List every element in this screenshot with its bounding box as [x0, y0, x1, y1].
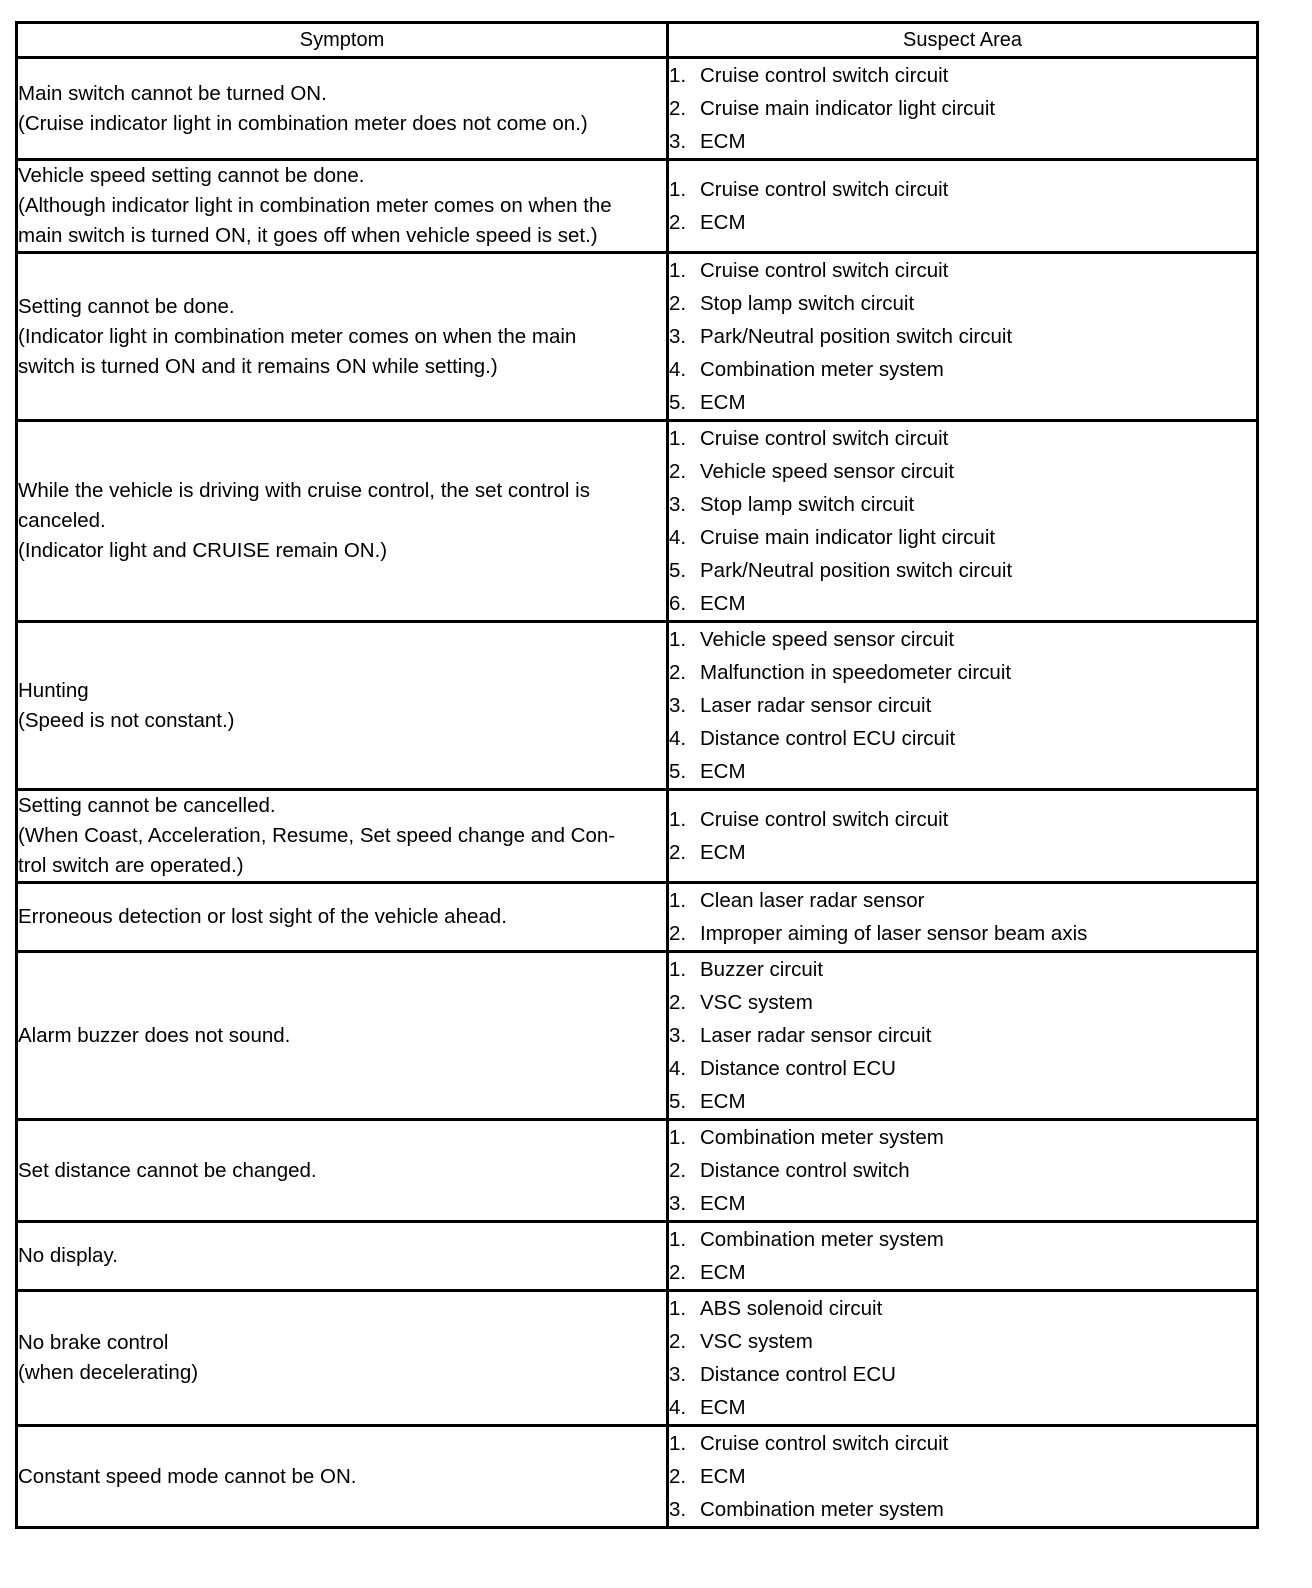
suspect-item-text: Laser radar sensor circuit [700, 1024, 932, 1047]
suspect-item-text: ECM [700, 1192, 746, 1215]
symptom-cell [17, 790, 668, 883]
suspect-item [669, 803, 1256, 836]
suspect-item-text: Clean laser radar sensor [700, 889, 925, 912]
suspect-item-text: Cruise main indicator light circuit [700, 526, 996, 549]
suspect-area-cell [668, 622, 1258, 790]
table-row [17, 1120, 1258, 1222]
symptom-text: Setting cannot be done. [18, 294, 235, 318]
suspect-item-number: 6. [669, 592, 687, 615]
suspect-item-number: 2. [669, 661, 687, 684]
symptom-text: main switch is turned ON, it goes off when vehicle speed is set.) [18, 224, 598, 247]
suspect-item [669, 554, 1256, 587]
suspect-item-text: ECM [700, 592, 746, 615]
suspect-item-text: Combination meter system [700, 1126, 944, 1149]
suspect-item-text: ECM [700, 1261, 746, 1284]
symptom-text: (when decelerating) [18, 1361, 199, 1384]
suspect-item-number: 2. [669, 1330, 687, 1353]
suspect-list [669, 1292, 1256, 1424]
suspect-item-text: Distance control switch [700, 1159, 910, 1182]
suspect-area-cell [668, 1120, 1258, 1222]
suspect-item-number: 4. [669, 727, 687, 750]
suspect-list [669, 173, 1256, 239]
table-row [17, 1222, 1258, 1291]
suspect-item [669, 1358, 1256, 1391]
suspect-list [669, 803, 1256, 869]
suspect-item-number: 1. [669, 259, 687, 282]
troubleshooting-table [15, 21, 1259, 1529]
suspect-item [669, 1154, 1256, 1187]
suspect-item-text: ECM [700, 1465, 746, 1488]
suspect-item [669, 1493, 1256, 1526]
suspect-item [669, 1256, 1256, 1289]
symptom-cell [17, 1222, 668, 1291]
table-row [17, 58, 1258, 160]
suspect-item [669, 836, 1256, 869]
symptom-text: (When Coast, Acceleration, Resume, Set speed change and Con- [18, 824, 616, 847]
symptom-column-header: Symptom [17, 23, 668, 58]
symptom-cell [17, 952, 668, 1120]
suspect-item-number: 1. [669, 808, 687, 831]
suspect-item-text: Malfunction in speedometer circuit [700, 661, 1012, 684]
suspect-list [669, 1427, 1256, 1526]
symptom-text: (Speed is not constant.) [18, 708, 235, 732]
suspect-item [669, 1325, 1256, 1358]
symptom-cell [17, 160, 668, 253]
suspect-item-number: 4. [669, 1057, 687, 1080]
suspect-list [669, 422, 1256, 620]
suspect-item [669, 488, 1256, 521]
suspect-item-number: 2. [669, 460, 687, 483]
suspect-item [669, 1460, 1256, 1493]
suspect-item [669, 884, 1256, 917]
suspect-area-cell [668, 160, 1258, 253]
suspect-item [669, 59, 1256, 92]
suspect-item-text: Park/Neutral position switch circuit [700, 325, 1013, 348]
suspect-item-number: 5. [669, 760, 687, 783]
suspect-item-number: 1. [669, 628, 687, 651]
symptom-text: canceled. [18, 509, 106, 532]
suspect-item-text: ECM [700, 760, 746, 783]
suspect-item-number: 2. [669, 1465, 687, 1488]
symptom-cell [17, 622, 668, 790]
header-row [17, 23, 1258, 58]
table-row [17, 253, 1258, 421]
suspect-item [669, 953, 1256, 986]
suspect-item-text: ECM [700, 211, 746, 234]
symptom-text: trol switch are operated.) [18, 854, 244, 877]
suspect-item-number: 4. [669, 1396, 687, 1419]
table-row [17, 790, 1258, 883]
suspect-item-text: Cruise control switch circuit [700, 427, 949, 450]
suspect-item [669, 173, 1256, 206]
symptom-cell [17, 253, 668, 421]
symptom-text: While the vehicle is driving with cruise control, the set control is [18, 479, 590, 502]
suspect-item-number: 2. [669, 1159, 687, 1182]
symptom-text: Vehicle speed setting cannot be done. [18, 164, 365, 187]
suspect-area-cell [668, 1222, 1258, 1291]
suspect-list [669, 623, 1256, 788]
suspect-item-number: 2. [669, 292, 687, 315]
symptom-text: No brake control [18, 1331, 169, 1354]
symptom-text: switch is turned ON and it remains ON while setting.) [18, 354, 498, 378]
suspect-item [669, 689, 1256, 722]
symptom-cell [17, 883, 668, 952]
suspect-item [669, 755, 1256, 788]
suspect-item [669, 1427, 1256, 1460]
suspect-item-text: Combination meter system [700, 1228, 944, 1251]
symptom-text: (Cruise indicator light in combination meter does not come on.) [18, 111, 588, 135]
suspect-area-cell [668, 790, 1258, 883]
table-row [17, 421, 1258, 622]
suspect-item [669, 353, 1256, 386]
suspect-item-number: 1. [669, 1432, 687, 1455]
suspect-item [669, 254, 1256, 287]
suspect-item-number: 2. [669, 1261, 687, 1284]
suspect-item [669, 587, 1256, 620]
suspect-area-column-header: Suspect Area [668, 23, 1258, 58]
symptom-text: (Indicator light and CRUISE remain ON.) [18, 539, 388, 562]
suspect-item [669, 917, 1256, 950]
suspect-item-text: Cruise control switch circuit [700, 808, 949, 831]
suspect-item-text: Buzzer circuit [700, 958, 824, 981]
symptom-text: Set distance cannot be changed. [18, 1158, 317, 1182]
suspect-item-number: 4. [669, 358, 687, 381]
suspect-item [669, 92, 1256, 125]
suspect-item-number: 1. [669, 64, 687, 87]
suspect-item-number: 3. [669, 130, 687, 153]
suspect-item-text: Vehicle speed sensor circuit [700, 460, 955, 483]
suspect-area-cell [668, 253, 1258, 421]
table-body [17, 58, 1258, 1528]
suspect-item-text: Cruise control switch circuit [700, 64, 949, 87]
table-row [17, 1291, 1258, 1426]
symptom-cell [17, 1426, 668, 1528]
symptom-text: Erroneous detection or lost sight of the vehicle ahead. [18, 905, 507, 928]
table-header [17, 23, 1258, 58]
table-row [17, 883, 1258, 952]
suspect-item-number: 2. [669, 97, 687, 120]
suspect-item [669, 623, 1256, 656]
suspect-item-number: 3. [669, 1192, 687, 1215]
suspect-item-number: 5. [669, 391, 687, 414]
suspect-item [669, 1052, 1256, 1085]
suspect-item [669, 986, 1256, 1019]
suspect-area-cell [668, 952, 1258, 1120]
suspect-list [669, 953, 1256, 1118]
suspect-item [669, 125, 1256, 158]
suspect-item-number: 3. [669, 325, 687, 348]
symptom-text: Constant speed mode cannot be ON. [18, 1464, 357, 1488]
suspect-item [669, 656, 1256, 689]
suspect-item-text: ECM [700, 841, 746, 864]
suspect-item-text: Distance control ECU [700, 1363, 896, 1386]
suspect-item-number: 2. [669, 922, 687, 945]
suspect-item [669, 722, 1256, 755]
suspect-item-number: 1. [669, 1297, 687, 1320]
symptom-text: (Indicator light in combination meter comes on when the main [18, 324, 577, 348]
suspect-item [669, 206, 1256, 239]
suspect-area-cell [668, 58, 1258, 160]
suspect-item-text: Park/Neutral position switch circuit [700, 559, 1013, 582]
suspect-item [669, 422, 1256, 455]
suspect-item [669, 1019, 1256, 1052]
table-row [17, 622, 1258, 790]
suspect-item-number: 3. [669, 694, 687, 717]
table-row [17, 160, 1258, 253]
symptom-text: No display. [18, 1244, 118, 1267]
suspect-list [669, 884, 1256, 950]
suspect-item [669, 386, 1256, 419]
suspect-item-number: 3. [669, 493, 687, 516]
suspect-item-number: 2. [669, 841, 687, 864]
suspect-item [669, 1391, 1256, 1424]
suspect-item-number: 1. [669, 1228, 687, 1251]
suspect-list [669, 1121, 1256, 1220]
suspect-item-text: VSC system [700, 991, 813, 1014]
suspect-item-text: Improper aiming of laser sensor beam axis [700, 922, 1088, 945]
suspect-item-number: 1. [669, 1126, 687, 1149]
suspect-item-text: Combination meter system [700, 358, 944, 381]
suspect-item-number: 4. [669, 526, 687, 549]
suspect-item-text: Distance control ECU [700, 1057, 896, 1080]
suspect-item-number: 3. [669, 1363, 687, 1386]
symptom-text: Setting cannot be cancelled. [18, 794, 276, 817]
suspect-list [669, 1223, 1256, 1289]
suspect-item [669, 1085, 1256, 1118]
suspect-list [669, 59, 1256, 158]
suspect-item-text: Cruise control switch circuit [700, 1432, 949, 1455]
suspect-item-text: Stop lamp switch circuit [700, 292, 915, 315]
suspect-item [669, 1292, 1256, 1325]
suspect-item-text: Cruise control switch circuit [700, 259, 949, 282]
suspect-item-number: 1. [669, 958, 687, 981]
suspect-item-text: VSC system [700, 1330, 813, 1353]
symptom-cell [17, 1291, 668, 1426]
suspect-item-number: 2. [669, 991, 687, 1014]
suspect-item [669, 455, 1256, 488]
suspect-item-number: 1. [669, 427, 687, 450]
suspect-area-cell [668, 883, 1258, 952]
suspect-item-text: ECM [700, 1396, 746, 1419]
symptom-cell [17, 1120, 668, 1222]
suspect-item-number: 5. [669, 559, 687, 582]
suspect-list [669, 254, 1256, 419]
suspect-item-text: Cruise main indicator light circuit [700, 97, 996, 120]
suspect-item-number: 2. [669, 211, 687, 234]
symptom-text: (Although indicator light in combination meter comes on when the [18, 194, 612, 217]
table-row [17, 1426, 1258, 1528]
suspect-item-text: ECM [700, 391, 746, 414]
suspect-item-number: 1. [669, 889, 687, 912]
suspect-item-text: Combination meter system [700, 1498, 944, 1521]
symptom-text: Alarm buzzer does not sound. [18, 1023, 291, 1047]
suspect-item-number: 5. [669, 1090, 687, 1113]
suspect-area-cell [668, 1426, 1258, 1528]
suspect-item [669, 1187, 1256, 1220]
table-row [17, 952, 1258, 1120]
suspect-item-text: ECM [700, 130, 746, 153]
suspect-item-number: 1. [669, 178, 687, 201]
symptom-cell [17, 421, 668, 622]
suspect-item-text: Laser radar sensor circuit [700, 694, 932, 717]
suspect-item-text: Stop lamp switch circuit [700, 493, 915, 516]
suspect-item-text: Vehicle speed sensor circuit [700, 628, 955, 651]
suspect-item [669, 1223, 1256, 1256]
suspect-item [669, 1121, 1256, 1154]
suspect-item [669, 287, 1256, 320]
suspect-item-text: Cruise control switch circuit [700, 178, 949, 201]
suspect-item-number: 3. [669, 1498, 687, 1521]
symptom-text: Hunting [18, 678, 89, 702]
symptom-cell [17, 58, 668, 160]
suspect-item-number: 3. [669, 1024, 687, 1047]
suspect-item-text: ABS solenoid circuit [700, 1297, 883, 1320]
suspect-item [669, 521, 1256, 554]
suspect-area-cell [668, 1291, 1258, 1426]
suspect-area-cell [668, 421, 1258, 622]
suspect-item-text: ECM [700, 1090, 746, 1113]
suspect-item [669, 320, 1256, 353]
suspect-item-text: Distance control ECU circuit [700, 727, 956, 750]
symptom-text: Main switch cannot be turned ON. [18, 81, 327, 105]
